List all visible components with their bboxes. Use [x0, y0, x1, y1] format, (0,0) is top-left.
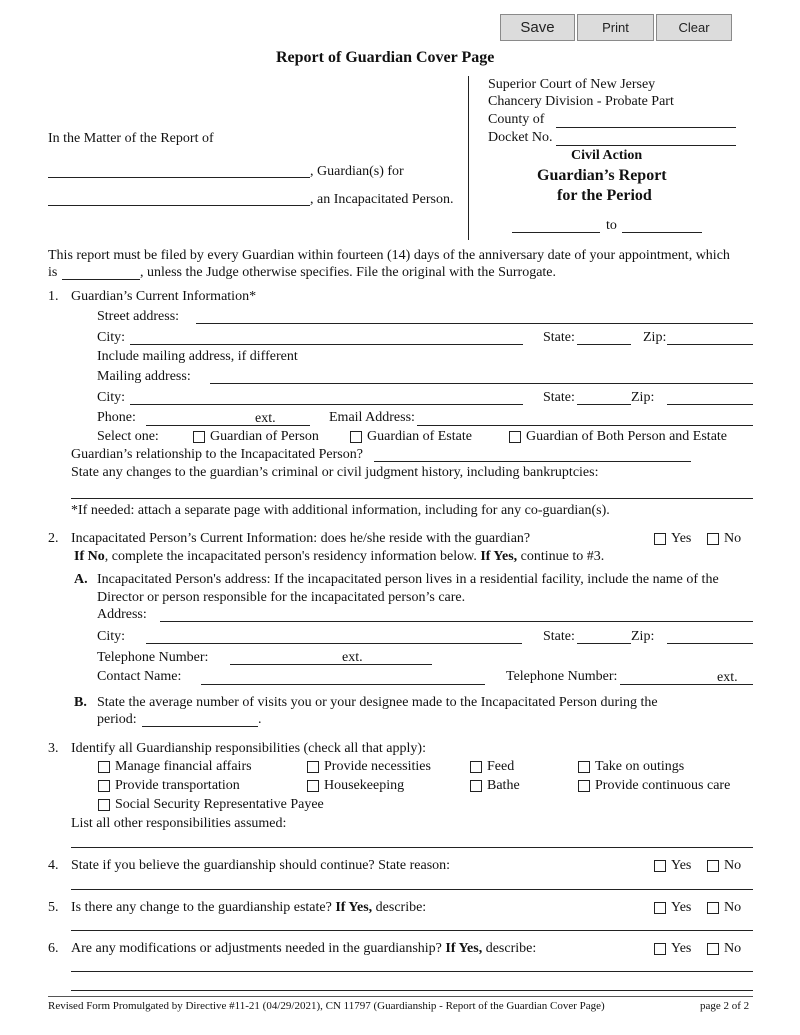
page-number: page 2 of 2: [700, 1000, 750, 1012]
s5-describe-field[interactable]: [71, 930, 753, 931]
s2b-period-end: .: [258, 712, 262, 727]
contact-ext-label: ext.: [717, 670, 738, 685]
ip-tel-field[interactable]: [230, 664, 432, 665]
s2b-period-label: period:: [97, 712, 137, 727]
state2-field[interactable]: [577, 404, 631, 405]
mailing-note: Include mailing address, if different: [97, 349, 298, 364]
contact-field[interactable]: [201, 684, 485, 685]
city2-label: City:: [97, 390, 126, 405]
phone-field[interactable]: [146, 425, 310, 426]
period-to-field[interactable]: [622, 232, 702, 233]
s4-reason-field[interactable]: [71, 889, 753, 890]
mailing-label: Mailing address:: [97, 369, 191, 384]
phone-label: Phone:: [97, 410, 136, 425]
s5-describe: describe:: [372, 900, 427, 915]
save-button[interactable]: Save: [500, 14, 575, 41]
s5-if-yes: If Yes,: [335, 900, 373, 915]
ip-address-label: Address:: [97, 607, 147, 622]
anniversary-field[interactable]: [62, 279, 140, 280]
s2-yes-checkbox[interactable]: [654, 533, 666, 545]
ip-city-field[interactable]: [146, 643, 522, 644]
intro-is: is: [48, 265, 58, 280]
s4-no-label: No: [724, 858, 742, 873]
street-field[interactable]: [196, 323, 753, 324]
provide-necessities-label: Provide necessities: [324, 759, 431, 774]
state-label: State:: [543, 330, 575, 345]
manage-financial-label: Manage financial affairs: [115, 759, 252, 774]
s6-question: Are any modifications or adjustments needed in the guardianship?: [71, 941, 446, 956]
zip2-label: Zip:: [631, 390, 655, 405]
ip-zip-label: Zip:: [631, 629, 655, 644]
ip-zip-field[interactable]: [667, 643, 753, 644]
housekeeping-label: Housekeeping: [324, 778, 405, 793]
clear-button[interactable]: Clear: [656, 14, 732, 41]
changes-label: State any changes to the guardian’s criminal or civil judgment history, including bankruptcies:: [71, 465, 599, 480]
housekeeping-checkbox[interactable]: [307, 780, 319, 792]
s6-describe-field-2[interactable]: [71, 990, 753, 991]
s4-no-checkbox[interactable]: [707, 860, 719, 872]
s5-number: 5.: [48, 900, 59, 915]
intro-line-1: This report must be filed by every Guardian within fourteen (14) days of the anniversary date of your appointment, which: [48, 248, 730, 263]
court-name: Superior Court of New Jersey: [488, 77, 656, 92]
s2-heading: Incapacitated Person’s Current Information: does he/she reside with the guardian?: [71, 531, 531, 546]
zip-label: Zip:: [643, 330, 667, 345]
s6-no-label: No: [724, 941, 742, 956]
s2-no-label: No: [724, 531, 742, 546]
s4-yes-label: Yes: [671, 858, 692, 873]
footer-revision: Revised Form Promulgated by Directive #11-21 (04/29/2021), CN 11797 (Guardianship - Report of the Guardian Cover Page): [48, 1000, 605, 1012]
guardian-for-label: , Guardian(s) for: [310, 164, 404, 179]
guardian-name-field[interactable]: [48, 177, 310, 178]
take-on-outings-checkbox[interactable]: [578, 761, 590, 773]
if-yes-text: If Yes,: [480, 549, 518, 564]
intro-line-2: , unless the Judge otherwise specifies. File the original with the Surrogate.: [140, 265, 557, 280]
s1-number: 1.: [48, 289, 59, 304]
s5-yes-label: Yes: [671, 900, 692, 915]
county-label: County of: [488, 112, 545, 127]
city-label: City:: [97, 330, 126, 345]
ip-state-label: State:: [543, 629, 575, 644]
incapacitated-name-field[interactable]: [48, 205, 310, 206]
manage-financial-checkbox[interactable]: [98, 761, 110, 773]
s2-instruction-mid: , complete the incapacitated person's residency information below.: [104, 549, 481, 564]
s4-yes-checkbox[interactable]: [654, 860, 666, 872]
ss-payee-label: Social Security Representative Payee: [115, 797, 324, 812]
civil-action: Civil Action: [571, 148, 643, 163]
ip-ext-label: ext.: [342, 650, 363, 665]
s6-text: [71, 941, 536, 957]
street-label: Street address:: [97, 309, 180, 324]
s2a-label: A.: [74, 572, 88, 587]
contact-label: Contact Name:: [97, 669, 182, 684]
for-the-period: for the Period: [557, 187, 652, 204]
guardians-report-title: Guardian’s Report: [537, 167, 667, 184]
period-from-field[interactable]: [512, 232, 600, 233]
ip-tel-label: Telephone Number:: [97, 650, 209, 665]
s2-no-checkbox[interactable]: [707, 533, 719, 545]
s5-question: Is there any change to the guardianship estate?: [71, 900, 336, 915]
s6-yes-checkbox[interactable]: [654, 943, 666, 955]
guardian-of-estate-label: Guardian of Estate: [367, 429, 472, 444]
matter-label: In the Matter of the Report of: [48, 131, 214, 146]
s2-instruction-end: continue to #3.: [517, 549, 605, 564]
email-field[interactable]: [417, 425, 753, 426]
s1-note: *If needed: attach a separate page with additional information, including for any co-guardian(s).: [71, 503, 610, 518]
s5-no-checkbox[interactable]: [707, 902, 719, 914]
take-on-outings-label: Take on outings: [595, 759, 685, 774]
ss-payee-checkbox[interactable]: [98, 799, 110, 811]
bathe-checkbox[interactable]: [470, 780, 482, 792]
provide-transportation-label: Provide transportation: [115, 778, 240, 793]
s2b-label: B.: [74, 695, 87, 710]
provide-necessities-checkbox[interactable]: [307, 761, 319, 773]
bathe-label: Bathe: [487, 778, 520, 793]
s6-describe: describe:: [482, 941, 537, 956]
s3-number: 3.: [48, 741, 59, 756]
s4-text: State if you believe the guardianship should continue? State reason:: [71, 858, 451, 873]
s5-yes-checkbox[interactable]: [654, 902, 666, 914]
s2b-line-1: State the average number of visits you or your designee made to the Incapacitated Person during the: [97, 695, 658, 710]
ip-city-label: City:: [97, 629, 126, 644]
s6-number: 6.: [48, 941, 59, 956]
docket-field[interactable]: [556, 145, 736, 146]
other-responsibilities-field[interactable]: [71, 847, 753, 848]
ip-address-field[interactable]: [160, 621, 753, 622]
s6-describe-field-1[interactable]: [71, 971, 753, 972]
s6-yes-label: Yes: [671, 941, 692, 956]
ip-state-field[interactable]: [577, 643, 631, 644]
continuous-care-checkbox[interactable]: [578, 780, 590, 792]
print-button[interactable]: Print: [577, 14, 654, 41]
guardian-of-person-checkbox[interactable]: [193, 431, 205, 443]
guardian-of-estate-checkbox[interactable]: [350, 431, 362, 443]
zip-field[interactable]: [667, 344, 753, 345]
s2a-line-1: Incapacitated Person's address: If the incapacitated person lives in a residential facility, include the name of the: [97, 572, 719, 587]
zip2-field[interactable]: [667, 404, 753, 405]
s6-if-yes: If Yes,: [445, 941, 483, 956]
s5-text: [71, 900, 426, 916]
docket-label: Docket No.: [488, 130, 553, 145]
s2-yes-label: Yes: [671, 531, 692, 546]
guardian-of-both-label: Guardian of Both Person and Estate: [526, 429, 728, 444]
s2a-line-2: Director or person responsible for the incapacitated person’s care.: [97, 590, 466, 605]
email-label: Email Address:: [329, 410, 415, 425]
s6-no-checkbox[interactable]: [707, 943, 719, 955]
feed-label: Feed: [487, 759, 515, 774]
footer-rule: [48, 996, 753, 997]
guardian-of-person-label: Guardian of Person: [210, 429, 319, 444]
continuous-care-label: Provide continuous care: [595, 778, 731, 793]
s5-no-label: No: [724, 900, 742, 915]
if-no-text: If No: [74, 549, 105, 564]
guardian-of-both-checkbox[interactable]: [509, 431, 521, 443]
header-divider: [468, 76, 469, 240]
mailing-field[interactable]: [210, 383, 753, 384]
feed-checkbox[interactable]: [470, 761, 482, 773]
city2-field[interactable]: [130, 404, 523, 405]
court-division: Chancery Division - Probate Part: [488, 94, 674, 109]
period-to-label: to: [606, 218, 617, 233]
visits-field[interactable]: [142, 726, 258, 727]
incapacitated-person-label: , an Incapacitated Person.: [310, 192, 454, 207]
s3-heading: Identify all Guardianship responsibilities (check all that apply):: [71, 741, 426, 756]
page-title: Report of Guardian Cover Page: [276, 49, 495, 66]
relationship-label: Guardian’s relationship to the Incapacitated Person?: [71, 447, 363, 462]
s2-number: 2.: [48, 531, 59, 546]
changes-field[interactable]: [71, 498, 753, 499]
relationship-field[interactable]: [374, 461, 691, 462]
state2-label: State:: [543, 390, 575, 405]
other-responsibilities-label: List all other responsibilities assumed:: [71, 816, 287, 831]
ext-label: ext.: [255, 411, 276, 426]
contact-tel-label: Telephone Number:: [506, 669, 618, 684]
s4-number: 4.: [48, 858, 59, 873]
select-one-label: Select one:: [97, 429, 159, 444]
s1-heading: Guardian’s Current Information*: [71, 289, 257, 304]
city-field[interactable]: [130, 344, 523, 345]
provide-transportation-checkbox[interactable]: [98, 780, 110, 792]
state-field[interactable]: [577, 344, 631, 345]
s2-instructions: [74, 549, 604, 565]
county-field[interactable]: [556, 127, 736, 128]
